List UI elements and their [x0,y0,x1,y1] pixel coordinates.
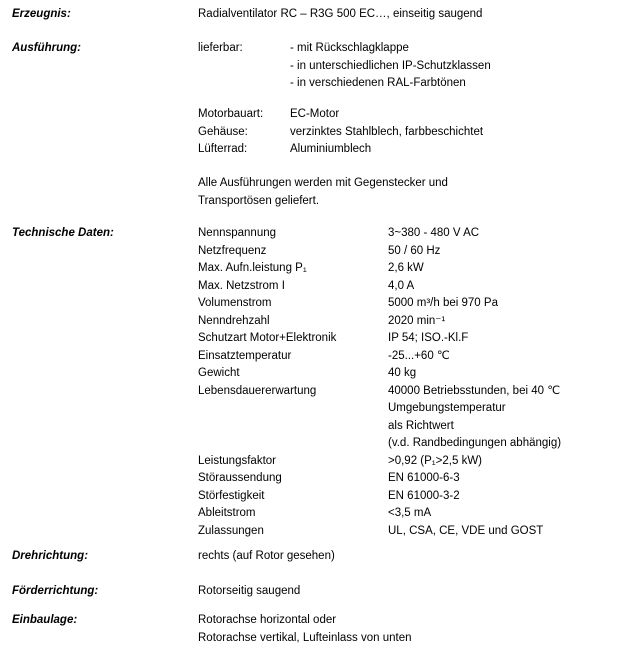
ausfuehrung-key [198,58,290,76]
tech-row [198,313,632,331]
section-foerderrichtung [12,583,632,601]
ausfuehrung-value: - in verschiedenen RAL-Farbtönen [290,77,466,89]
einbaulage-content [198,612,632,647]
konstruktion-key: Motorbauart: [198,108,264,120]
tech-key: Ableitstrom [198,507,256,519]
konstruktion-row [198,141,632,159]
tech-value: -25...+60 ℃ [388,349,450,362]
tech-value: als Richtwert [388,419,454,432]
tech-row [198,523,632,541]
field-value-drehrichtung: rechts (auf Rotor gesehen) [198,550,335,562]
tech-row [198,348,632,366]
tech-row [198,225,632,243]
konstruktion-value: verzinktes Stahlblech, farbbeschichtet [290,125,484,138]
tech-row [198,488,632,506]
tech-value: >0,92 (P₁>2,5 kW) [388,454,483,467]
field-label-ausfuehrung: Ausführung: [12,42,81,54]
field-label-erzeugnis: Erzeugnis: [12,8,71,20]
ausfuehrung-value: - mit Rückschlagklappe [290,42,409,54]
einbaulage-line: Rotorachse vertikal, Lufteinlass von unten [198,631,412,644]
ausfuehrung-row [198,40,632,58]
tech-value: 40 kg [388,367,417,379]
tech-key: Störfestigkeit [198,489,265,502]
section-drehrichtung [12,548,632,566]
tech-value: UL, CSA, CE, VDE und GOST [388,524,544,537]
konstruktion-row [198,106,632,124]
tech-key: Einsatztemperatur [198,349,292,362]
konstruktion-content [198,106,632,159]
tech-value: 3~380 - 480 V AC [388,227,480,239]
tech-key: Schutzart Motor+Elektronik [198,332,337,344]
tech-key: Gewicht [198,367,240,379]
tech-value: 50 / 60 Hz [388,244,441,257]
ausfuehrung-row [198,58,632,76]
section-einbaulage [12,612,632,647]
tech-key: Nenndrehzahl [198,314,270,327]
konstruktion-key: Gehäuse: [198,125,248,138]
konstruktion-value: EC-Motor [290,108,340,120]
field-value-erzeugnis: Radialventilator RC – R3G 500 EC…, einseitig saugend [198,8,483,20]
field-label-technische-daten: Technische Daten: [12,227,114,239]
einbaulage-line: Rotorachse horizontal oder [198,614,337,626]
konstruktion-key: Lüfterrad: [198,143,248,155]
section-erzeugnis [12,6,632,24]
tech-key: Zulassungen [198,524,264,537]
section-konstruktion [12,106,632,159]
tech-row [198,400,632,418]
tech-row [198,418,632,436]
field-value-foerderrichtung: Rotorseitig saugend [198,585,301,597]
tech-key: Störaussendung [198,472,282,484]
section-technische-daten [12,225,632,540]
tech-row [198,243,632,261]
ausfuehrung-content [198,40,632,93]
tech-key: Leistungsfaktor [198,454,276,467]
tech-value: 4,0 A [388,279,415,292]
hinweis-line: Alle Ausführungen werden mit Gegenstecker und [198,177,448,189]
field-label-foerderrichtung: Förderrichtung: [12,585,99,597]
field-label-drehrichtung: Drehrichtung: [12,550,89,562]
ausfuehrung-key: lieferbar: [198,42,243,54]
tech-value: IP 54; ISO.-Kl.F [388,332,469,344]
tech-value: <3,5 mA [388,507,432,519]
ausfuehrung-row [198,75,632,93]
tech-value: 5000 m³/h bei 970 Pa [388,297,498,309]
tech-key: Nennspannung [198,227,277,239]
tech-key: Lebensdauererwartung [198,384,317,397]
tech-row [198,295,632,313]
tech-row [198,383,632,401]
tech-row [198,278,632,296]
tech-row [198,505,632,523]
tech-value: 2020 min⁻¹ [388,314,446,327]
tech-row [198,435,632,453]
tech-key [198,400,388,418]
tech-key: Volumenstrom [198,297,272,309]
technische-daten-table [198,225,632,540]
tech-row [198,260,632,278]
tech-value: 2,6 kW [388,262,424,274]
tech-row [198,365,632,383]
tech-row [198,330,632,348]
section-hinweis [12,175,632,210]
tech-value: 40000 Betriebsstunden, bei 40 ℃ [388,384,561,397]
hinweis-content [198,175,632,210]
ausfuehrung-value: - in unterschiedlichen IP-Schutzklassen [290,59,491,72]
tech-row [198,453,632,471]
tech-value: EN 61000-3-2 [388,489,460,502]
section-ausfuehrung [12,40,632,93]
tech-row [198,470,632,488]
konstruktion-row [198,124,632,142]
tech-key: Max. Aufn.leistung P₁ [198,262,307,274]
tech-value: (v.d. Randbedingungen abhängig) [388,437,562,449]
field-label-einbaulage: Einbaulage: [12,614,78,626]
tech-value: Umgebungstemperatur [388,402,506,414]
tech-key [198,418,388,436]
ausfuehrung-key [198,75,290,93]
konstruktion-value: Aluminiumblech [290,143,372,155]
tech-key: Max. Netzstrom I [198,279,285,292]
tech-key [198,435,388,453]
tech-value: EN 61000-6-3 [388,472,460,484]
hinweis-line: Transportösen geliefert. [198,194,320,207]
tech-key: Netzfrequenz [198,244,267,257]
